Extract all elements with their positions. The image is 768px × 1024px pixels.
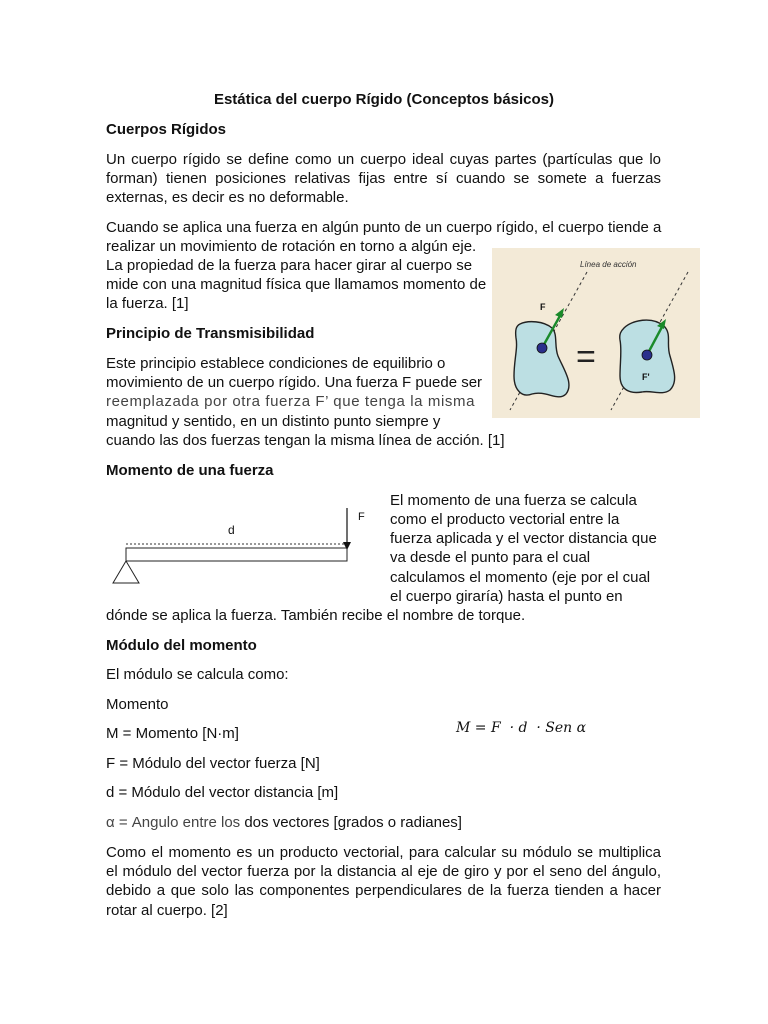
paragraph-line: realizar un movimiento de rotación en torno a algún eje. [106, 238, 477, 255]
momento-label: Momento [106, 696, 169, 713]
paragraph-line: reemplazada por otra fuerza F’ que tenga la misma [106, 393, 476, 410]
paragraph-line: mide con una magnitud física que llamamos momento de [106, 276, 487, 293]
alpha-definition-part: α = Angulo entre los [106, 814, 245, 831]
paragraph-line: magnitud y sentido, en un distinto punto siempre y [106, 413, 441, 430]
force-label: F [358, 511, 365, 523]
paragraph-line: movimiento de un cuerpo rígido. Una fuerza F puede ser [106, 374, 483, 391]
paragraph-line: como el producto vectorial entre la [390, 511, 620, 528]
paragraph-line: El momento de una fuerza se calcula [390, 492, 637, 509]
heading-modulo-momento: Módulo del momento [106, 637, 257, 654]
closing-paragraph: Como el momento es un producto vectorial, para calcular su módulo se multiplica el módulo del vector fuerza por la distancia al eje de giro y por el seno del ángulo, debido a que solo las componentes perpendiculares de la fuerza tienden a hacer rotar al cuerpo. [2] [106, 844, 661, 919]
moment-formula: M = F · d · Sen α [456, 720, 587, 736]
f-definition: F = Módulo del vector fuerza [N] [106, 755, 320, 772]
alpha-definition [106, 814, 462, 831]
pivot-support [113, 561, 139, 583]
modulo-intro: El módulo se calcula como: [106, 666, 289, 683]
heading-momento-fuerza: Momento de una fuerza [106, 462, 274, 479]
paragraph-line: dónde se aplica la fuerza. También recibe el nombre de torque. [106, 607, 526, 624]
application-point-f [537, 343, 547, 353]
application-point-fprime [642, 350, 652, 360]
paragraph-line: va desde el punto para el cual [390, 549, 591, 566]
transmisibilidad-figure [492, 248, 700, 418]
f-label: F [540, 302, 546, 312]
m-definition: M = Momento [N·m] [106, 725, 239, 742]
paragraph-line: Este principio establece condiciones de equilibrio o [106, 355, 446, 372]
paragraph-line: cuando las dos fuerzas tengan la misma línea de acción. [1] [106, 432, 505, 449]
paragraph-line: La propiedad de la fuerza para hacer girar al cuerpo se [106, 257, 473, 274]
alpha-definition-part: dos vectores [grados o radianes] [244, 814, 462, 831]
heading-cuerpos-rigidos: Cuerpos Rígidos [106, 121, 227, 138]
paragraph-line: Cuando se aplica una fuerza en algún punto de un cuerpo rígido, el cuerpo tiende a [106, 219, 662, 236]
heading-transmisibilidad: Principio de Transmisibilidad [106, 325, 315, 342]
equals-sign: = [576, 338, 596, 376]
beam [126, 548, 347, 561]
fprime-label: F' [642, 372, 650, 382]
document-title: Estática del cuerpo Rígido (Conceptos básicos) [213, 91, 555, 108]
linea-de-accion-label: Línea de acción [580, 260, 637, 269]
paragraph-line: fuerza aplicada y el vector distancia que [390, 530, 657, 547]
paragraph-definicion: Un cuerpo rígido se define como un cuerpo ideal cuyas partes (partículas que lo forman) tienen posiciones relativas fijas entre sí cuando se somete a fuerzas externas, es decir es no deformable. [106, 151, 661, 207]
distance-label: d [228, 523, 235, 537]
paragraph-line: calculamos el momento (eje por el cual [390, 569, 651, 586]
paragraph-line: el cuerpo giraría) hasta el punto en [390, 588, 623, 605]
beam-diagram [106, 500, 376, 590]
d-definition: d = Módulo del vector distancia [m] [106, 784, 339, 801]
paragraph-line: la fuerza. [1] [106, 295, 189, 312]
